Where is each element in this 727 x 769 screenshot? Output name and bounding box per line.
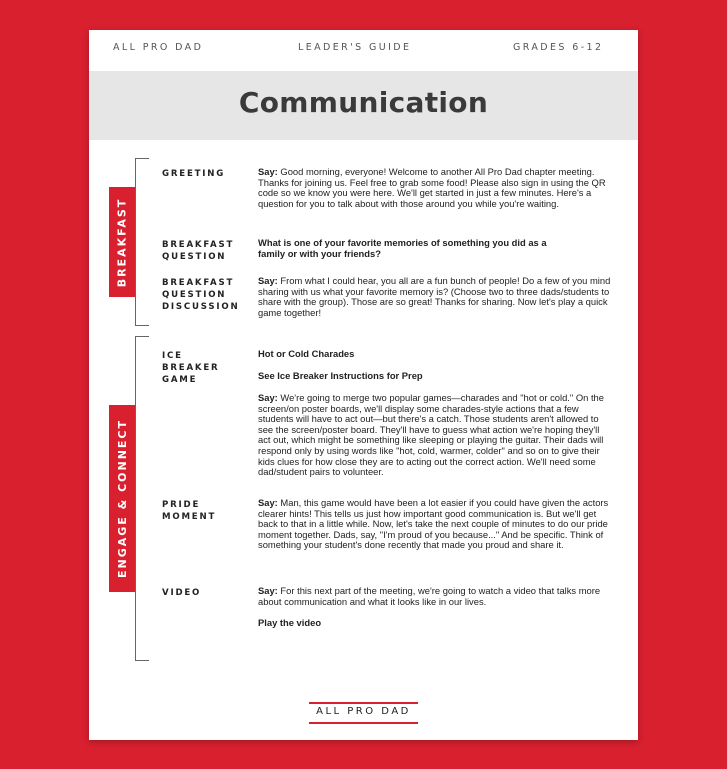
header-grades: GRADES 6-12 [513, 42, 604, 53]
discussion-say: Say: [258, 275, 278, 286]
greeting-say: Say: [258, 166, 278, 177]
header-bar [89, 30, 638, 71]
ice-breaker-body: We're going to merge two popular games—charades and "hot or cold." On the screen/on poster boards, we'll display some charades-style actions that a few students will have to act out—but there's a catch. Those students aren't allowed to see the screen/poster board. They'll have to guess what action we're hoping they'll act out, which might be something like sleeping or playing the guitar. Their dads will respond only by using words like "hot, cold, warmer, colder" and so on to give their kids clues for how close they are to acting out the correct action. We'll need some dad/student pairs to volunteer. [258, 392, 604, 478]
breakfast-bracket [135, 158, 149, 326]
footer-logo: ALL PRO DAD [309, 702, 418, 724]
play-video-text: Play the video [258, 617, 322, 628]
header-guide: LEADER'S GUIDE [298, 42, 412, 53]
pride-body: Man, this game would have been a lot easier if you could have given the actors clearer hints! This tells us just how important good communication is. But we'll get back to that in a little while. Now, let's take the next couple of minutes to do our pride moment together. Dads, say, "I'm proud of you because..." And be specific. Think of something your student's done recently that made you proud and share it. [258, 497, 609, 551]
page-title: Communication [238, 86, 489, 119]
ice-breaker-instructions: See Ice Breaker Instructions for Prep [258, 370, 423, 381]
engage-tab [109, 405, 135, 592]
greeting-text [258, 167, 612, 209]
title-band [89, 71, 638, 140]
ice-breaker-game-name: Hot or Cold Charades [258, 348, 355, 359]
pride-say: Say: [258, 497, 278, 508]
breakfast-tab [109, 187, 135, 297]
greeting-body: Good morning, everyone! Welcome to another All Pro Dad chapter meeting. Thanks for joining us. Feel free to grab some food! Please also sign in using the QR code so we know you were here. We'll get started in just a few minutes. Here's a question for you to talk about with those around you while you're waiting. [258, 166, 606, 209]
video-text [258, 586, 612, 607]
engage-tab-label: ENGAGE & CONNECT [115, 419, 129, 578]
ice-breaker-label: ICE BREAKER GAME [162, 351, 220, 385]
breakfast-tab-label: BREAKFAST [115, 197, 129, 287]
leader-guide-page [89, 30, 638, 740]
video-say: Say: [258, 585, 278, 596]
discussion-body: From what I could hear, you all are a fun bunch of people! Do a few of you mind sharing with us what your favorite memory is? (Choose two to three dads/students to share with the group). Those are so great! Thanks for sharing. Now let's play a quick game together! [258, 275, 611, 318]
greeting-label: GREETING [162, 169, 226, 179]
breakfast-question-label: BREAKFAST QUESTION [162, 240, 235, 262]
engage-bracket [135, 336, 149, 661]
breakfast-question-text: What is one of your favorite memories of something you did as a family or with your friends? [258, 237, 547, 259]
ice-breaker-text [258, 393, 612, 478]
breakfast-discussion-text [258, 276, 612, 318]
pride-moment-text [258, 498, 612, 551]
video-body: For this next part of the meeting, we're going to watch a video that talks more about communication and what it looks like in our lives. [258, 585, 601, 607]
header-brand: ALL PRO DAD [113, 42, 204, 53]
pride-moment-label: PRIDE MOMENT [162, 500, 217, 522]
ice-breaker-say: Say: [258, 392, 278, 403]
video-label: VIDEO [162, 588, 202, 598]
breakfast-discussion-label: BREAKFAST QUESTION DISCUSSION [162, 278, 240, 312]
